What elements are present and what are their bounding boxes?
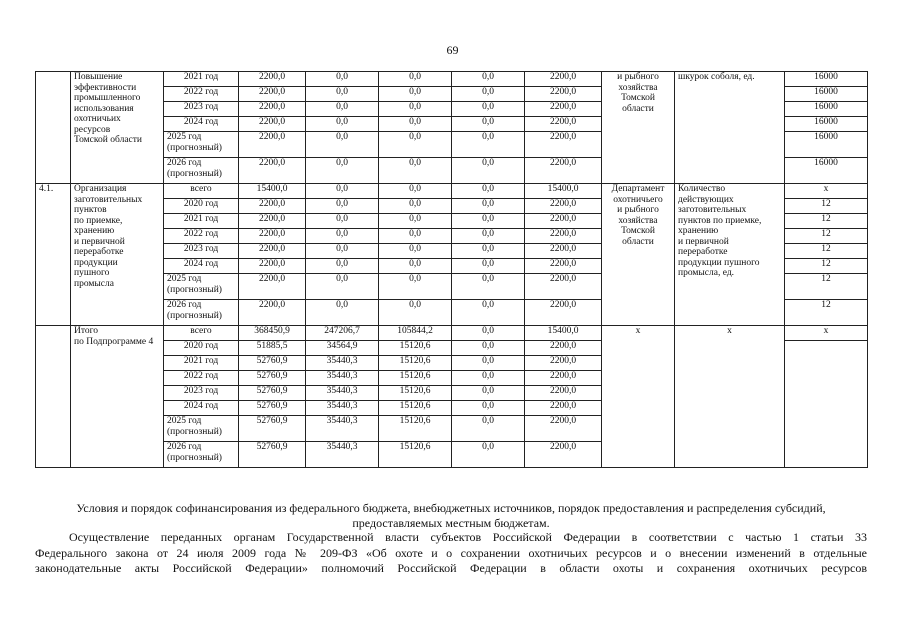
federal-budget-cell: 35440,3 [306, 356, 379, 371]
extrabudgetary-cell: 2200,0 [525, 117, 602, 132]
extrabudgetary-cell: 2200,0 [525, 72, 602, 87]
extrabudgetary-cell: 2200,0 [525, 386, 602, 401]
federal-budget-cell: 35440,3 [306, 401, 379, 416]
local-budget-cell: 0,0 [452, 386, 525, 401]
total-cell: 2200,0 [239, 158, 306, 184]
regional-budget-cell: 0,0 [379, 87, 452, 102]
table-row [36, 184, 868, 199]
extrabudgetary-cell: 2200,0 [525, 229, 602, 244]
local-budget-cell: 0,0 [452, 416, 525, 442]
local-budget-cell: 0,0 [452, 229, 525, 244]
federal-budget-cell: 34564,9 [306, 341, 379, 356]
local-budget-cell: 0,0 [452, 341, 525, 356]
federal-budget-cell: 247206,7 [306, 326, 379, 341]
section-heading-line: предоставляемых местным бюджетам. [352, 516, 550, 530]
extrabudgetary-cell: 2200,0 [525, 416, 602, 442]
local-budget-cell: 0,0 [452, 244, 525, 259]
federal-budget-cell: 0,0 [306, 229, 379, 244]
year-cell: всего [164, 184, 239, 199]
federal-budget-cell: 0,0 [306, 259, 379, 274]
row-number-cell: 4.1. [36, 184, 71, 326]
federal-budget-cell: 0,0 [306, 132, 379, 158]
total-cell: 2200,0 [239, 102, 306, 117]
local-budget-cell: 0,0 [452, 371, 525, 386]
regional-budget-cell: 15120,6 [379, 416, 452, 442]
year-cell: 2021 год [164, 72, 239, 87]
federal-budget-cell: 0,0 [306, 184, 379, 199]
regional-budget-cell: 0,0 [379, 102, 452, 117]
year-cell: всего [164, 326, 239, 341]
local-budget-cell: 0,0 [452, 356, 525, 371]
extrabudgetary-cell: 15400,0 [525, 184, 602, 199]
federal-budget-cell: 0,0 [306, 274, 379, 300]
indicator-value-cell: 12 [785, 274, 868, 300]
local-budget-cell: 0,0 [452, 442, 525, 468]
year-cell: 2023 год [164, 244, 239, 259]
total-cell: 2200,0 [239, 87, 306, 102]
indicator-name-cell: Количество действующих заготовительных пунктов по приемке, хранению и первичной переработке продукции пушного промысла, ед. [675, 184, 785, 326]
budget-table-body [36, 72, 868, 468]
body-paragraph [35, 530, 867, 577]
indicator-value-cell: 16000 [785, 87, 868, 102]
federal-budget-cell: 0,0 [306, 72, 379, 87]
total-cell: 52760,9 [239, 442, 306, 468]
budget-table [35, 71, 868, 468]
total-cell: 2200,0 [239, 214, 306, 229]
local-budget-cell: 0,0 [452, 87, 525, 102]
year-cell: 2025 год (прогнозный) [164, 132, 239, 158]
regional-budget-cell: 0,0 [379, 300, 452, 326]
indicator-value-cell [785, 341, 868, 468]
regional-budget-cell: 15120,6 [379, 371, 452, 386]
federal-budget-cell: 0,0 [306, 102, 379, 117]
regional-budget-cell: 0,0 [379, 229, 452, 244]
total-cell: 2200,0 [239, 300, 306, 326]
federal-budget-cell: 0,0 [306, 158, 379, 184]
total-cell: 52760,9 [239, 416, 306, 442]
total-cell: 2200,0 [239, 72, 306, 87]
local-budget-cell: 0,0 [452, 102, 525, 117]
indicator-value-cell: х [785, 326, 868, 341]
table-row [36, 72, 868, 87]
federal-budget-cell: 35440,3 [306, 386, 379, 401]
regional-budget-cell: 0,0 [379, 274, 452, 300]
indicator-value-cell: 16000 [785, 72, 868, 87]
row-number-cell [36, 326, 71, 468]
indicator-value-cell: 12 [785, 229, 868, 244]
extrabudgetary-cell: 2200,0 [525, 199, 602, 214]
year-cell: 2026 год (прогнозный) [164, 158, 239, 184]
local-budget-cell: 0,0 [452, 184, 525, 199]
extrabudgetary-cell: 2200,0 [525, 401, 602, 416]
regional-budget-cell: 0,0 [379, 244, 452, 259]
indicator-name-cell: шкурок соболя, ед. [675, 72, 785, 184]
extrabudgetary-cell: 2200,0 [525, 214, 602, 229]
federal-budget-cell: 0,0 [306, 214, 379, 229]
year-cell: 2023 год [164, 386, 239, 401]
regional-budget-cell: 0,0 [379, 158, 452, 184]
measure-name-cell: Итого по Подпрограмме 4 [71, 326, 164, 468]
year-cell: 2026 год (прогнозный) [164, 442, 239, 468]
extrabudgetary-cell: 2200,0 [525, 87, 602, 102]
total-cell: 15400,0 [239, 184, 306, 199]
extrabudgetary-cell: 2200,0 [525, 300, 602, 326]
year-cell: 2020 год [164, 341, 239, 356]
federal-budget-cell: 0,0 [306, 87, 379, 102]
local-budget-cell: 0,0 [452, 326, 525, 341]
paragraph-line: Федерального закона от 24 июля 2009 года № 209-ФЗ «Об охоте и о сохранении охотничьих ресурсов и о внесении изменений в отдельные [35, 545, 867, 560]
federal-budget-cell: 0,0 [306, 300, 379, 326]
indicator-value-cell: 16000 [785, 117, 868, 132]
total-cell: 2200,0 [239, 274, 306, 300]
local-budget-cell: 0,0 [452, 259, 525, 274]
regional-budget-cell: 0,0 [379, 184, 452, 199]
local-budget-cell: 0,0 [452, 72, 525, 87]
regional-budget-cell: 15120,6 [379, 401, 452, 416]
local-budget-cell: 0,0 [452, 199, 525, 214]
indicator-value-cell: 12 [785, 199, 868, 214]
total-cell: 2200,0 [239, 229, 306, 244]
extrabudgetary-cell: 15400,0 [525, 326, 602, 341]
extrabudgetary-cell: 2200,0 [525, 102, 602, 117]
year-cell: 2026 год (прогнозный) [164, 300, 239, 326]
indicator-value-cell: 12 [785, 259, 868, 274]
measure-name-cell: Повышение эффективности промышленного использования охотничьих ресурсов Томской области [71, 72, 164, 184]
regional-budget-cell: 0,0 [379, 199, 452, 214]
local-budget-cell: 0,0 [452, 132, 525, 158]
page-number: 69 [446, 43, 459, 57]
extrabudgetary-cell: 2200,0 [525, 158, 602, 184]
executor-cell: и рыбного хозяйства Томской области [602, 72, 675, 184]
year-cell: 2021 год [164, 214, 239, 229]
local-budget-cell: 0,0 [452, 117, 525, 132]
local-budget-cell: 0,0 [452, 274, 525, 300]
indicator-value-cell: 16000 [785, 158, 868, 184]
total-cell: 52760,9 [239, 386, 306, 401]
regional-budget-cell: 0,0 [379, 132, 452, 158]
total-cell: 368450,9 [239, 326, 306, 341]
year-cell: 2024 год [164, 117, 239, 132]
federal-budget-cell: 0,0 [306, 199, 379, 214]
total-cell: 2200,0 [239, 132, 306, 158]
row-number-cell [36, 72, 71, 184]
total-cell: 51885,5 [239, 341, 306, 356]
extrabudgetary-cell: 2200,0 [525, 341, 602, 356]
year-cell: 2021 год [164, 356, 239, 371]
federal-budget-cell: 35440,3 [306, 371, 379, 386]
regional-budget-cell: 0,0 [379, 259, 452, 274]
total-cell: 2200,0 [239, 117, 306, 132]
extrabudgetary-cell: 2200,0 [525, 132, 602, 158]
federal-budget-cell: 0,0 [306, 244, 379, 259]
regional-budget-cell: 15120,6 [379, 356, 452, 371]
local-budget-cell: 0,0 [452, 214, 525, 229]
federal-budget-cell: 35440,3 [306, 442, 379, 468]
federal-budget-cell: 0,0 [306, 117, 379, 132]
regional-budget-cell: 15120,6 [379, 386, 452, 401]
table-row [36, 326, 868, 341]
indicator-value-cell: 12 [785, 214, 868, 229]
regional-budget-cell: 0,0 [379, 72, 452, 87]
year-cell: 2025 год (прогнозный) [164, 274, 239, 300]
total-cell: 52760,9 [239, 371, 306, 386]
regional-budget-cell: 15120,6 [379, 442, 452, 468]
regional-budget-cell: 0,0 [379, 214, 452, 229]
extrabudgetary-cell: 2200,0 [525, 259, 602, 274]
total-cell: 52760,9 [239, 356, 306, 371]
local-budget-cell: 0,0 [452, 300, 525, 326]
extrabudgetary-cell: 2200,0 [525, 244, 602, 259]
executor-cell: х [602, 326, 675, 468]
year-cell: 2024 год [164, 401, 239, 416]
executor-cell: Департамент охотничьего и рыбного хозяйства Томской области [602, 184, 675, 326]
extrabudgetary-cell: 2200,0 [525, 371, 602, 386]
year-cell: 2022 год [164, 371, 239, 386]
year-cell: 2022 год [164, 229, 239, 244]
indicator-name-cell: х [675, 326, 785, 468]
section-heading [35, 501, 867, 531]
regional-budget-cell: 105844,2 [379, 326, 452, 341]
federal-budget-cell: 35440,3 [306, 416, 379, 442]
regional-budget-cell: 0,0 [379, 117, 452, 132]
year-cell: 2023 год [164, 102, 239, 117]
extrabudgetary-cell: 2200,0 [525, 442, 602, 468]
indicator-value-cell: 16000 [785, 102, 868, 117]
indicator-value-cell: 16000 [785, 132, 868, 158]
year-cell: 2025 год (прогнозный) [164, 416, 239, 442]
extrabudgetary-cell: 2200,0 [525, 356, 602, 371]
measure-name-cell: Организация заготовительных пунктов по приемке, хранению и первичной переработке продукции пушного промысла [71, 184, 164, 326]
extrabudgetary-cell: 2200,0 [525, 274, 602, 300]
year-cell: 2024 год [164, 259, 239, 274]
paragraph-line: законодательные акты Российской Федерации» полномочий Российской Федерации в области охоты и сохранения охотничьих ресурсов [35, 561, 867, 575]
indicator-value-cell: 12 [785, 300, 868, 326]
regional-budget-cell: 15120,6 [379, 341, 452, 356]
section-heading-line: Условия и порядок софинансирования из федерального бюджета, внебюджетных источников, порядок предоставления и распределения субсидий, [76, 501, 826, 515]
indicator-value-cell: х [785, 184, 868, 199]
total-cell: 2200,0 [239, 259, 306, 274]
total-cell: 2200,0 [239, 199, 306, 214]
local-budget-cell: 0,0 [452, 158, 525, 184]
indicator-value-cell: 12 [785, 244, 868, 259]
local-budget-cell: 0,0 [452, 401, 525, 416]
total-cell: 2200,0 [239, 244, 306, 259]
total-cell: 52760,9 [239, 401, 306, 416]
paragraph-line: Осуществление переданных органам Государственной власти субъектов Российской Федерации в соответствии с частью 1 статьи 33 [69, 530, 867, 544]
year-cell: 2022 год [164, 87, 239, 102]
year-cell: 2020 год [164, 199, 239, 214]
